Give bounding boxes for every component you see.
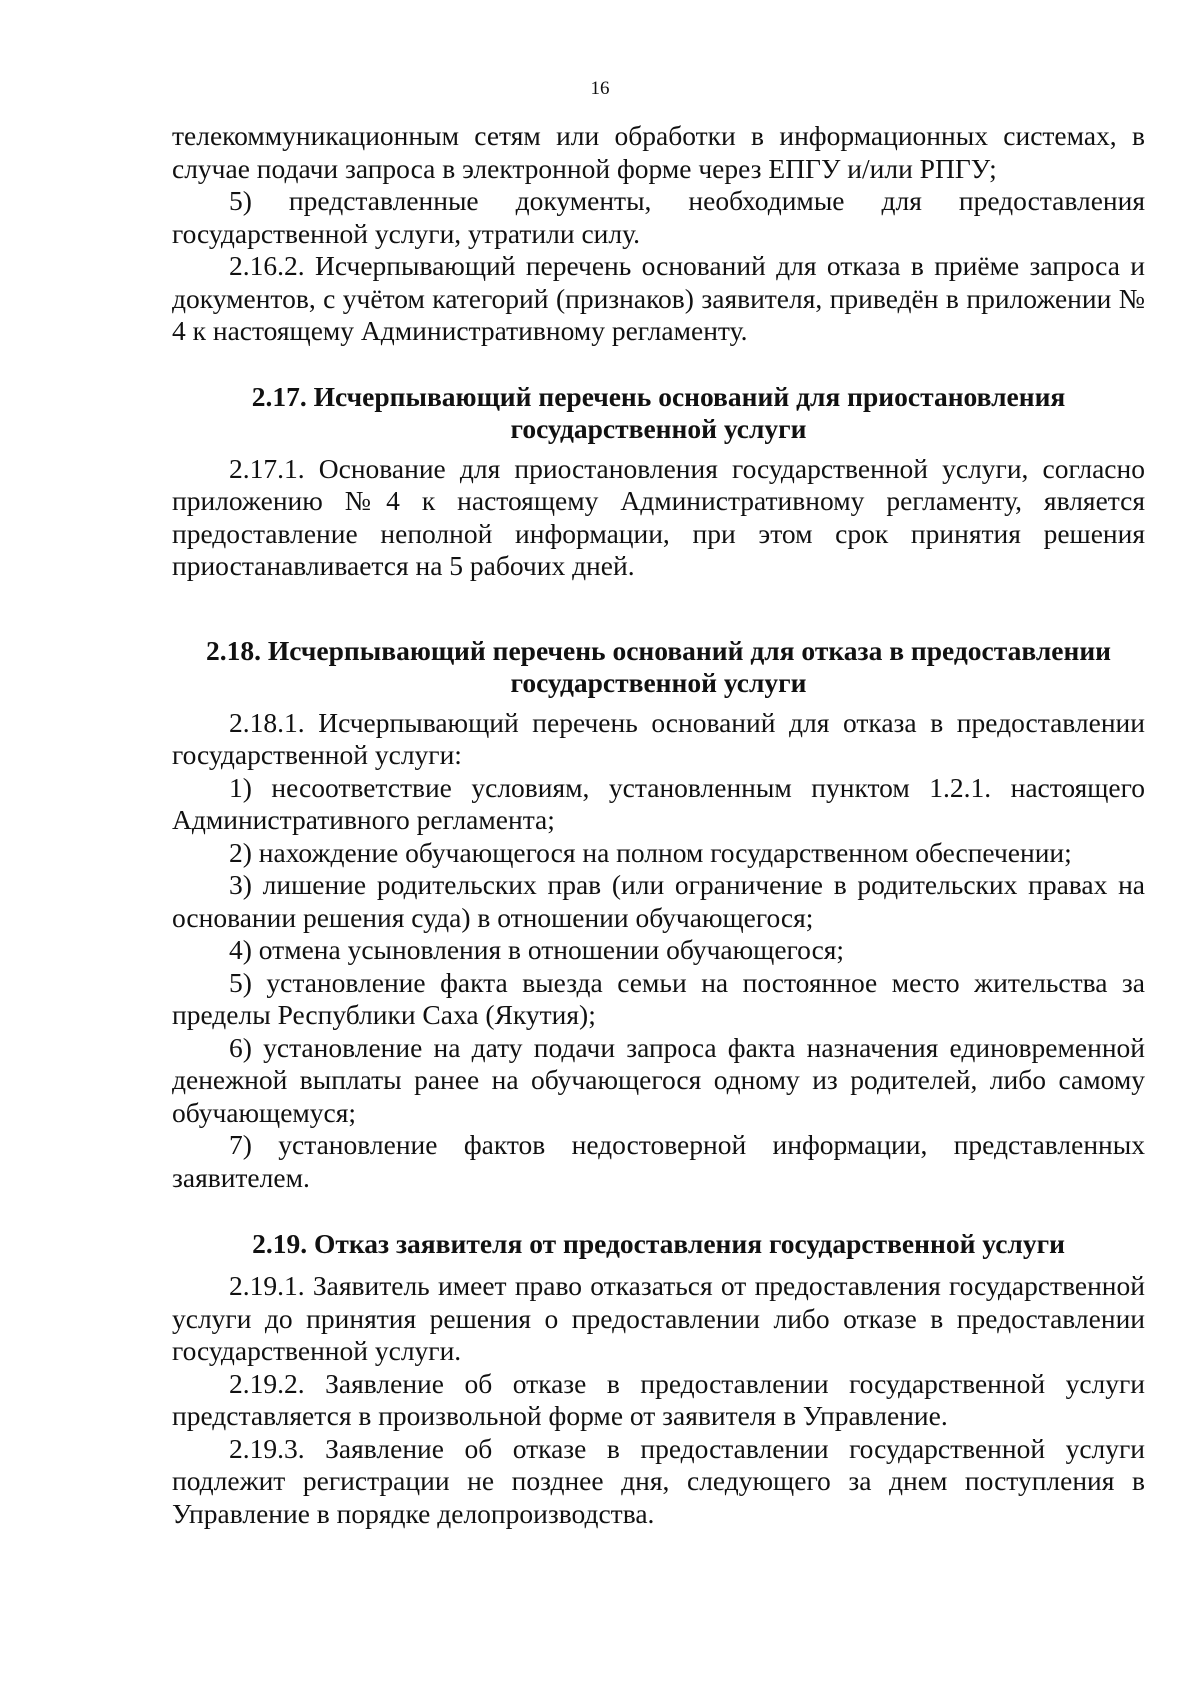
heading-line-1: 2.18. Исчерпывающий перечень оснований для отказа в предоставлении bbox=[205, 634, 1112, 666]
list-item: 2) нахождение обучающегося на полном государственном обеспечении; bbox=[229, 836, 1072, 868]
section-heading-2-17 bbox=[172, 381, 1145, 445]
section-heading-2-18 bbox=[172, 635, 1145, 699]
paragraph-2-19-2: 2.19.2. Заявление об отказе в предоставлении государственной услуги представляется в произвольной форме от заявителя в Управление. bbox=[172, 1367, 1145, 1431]
list-item: 5) установление факта выезда семьи на постоянное место жительства за пределы Республики Саха (Якутия); bbox=[172, 966, 1145, 1030]
paragraph-2-19-3: 2.19.3. Заявление об отказе в предоставлении государственной услуги подлежит регистрации не позднее дня, следующего за днем поступления в Управление в порядке делопроизводства. bbox=[172, 1432, 1145, 1529]
paragraph-continuation: телекоммуникационным сетям или обработки в информационных системах, в случае подачи запроса в электронной форме через ЕПГУ и/или РПГУ; bbox=[172, 120, 1145, 184]
paragraph-2-16-2: 2.16.2. Исчерпывающий перечень оснований для отказа в приёме запроса и документов, с учётом категорий (признаков) заявителя, приведён в приложении № 4 к настоящему Административному регламенту. bbox=[172, 250, 1145, 346]
list-item: 7) установление фактов недостоверной информации, представленных заявителем. bbox=[172, 1129, 1145, 1193]
section-heading-2-19: 2.19. Отказ заявителя от предоставления государственной услуги bbox=[252, 1228, 1065, 1259]
paragraph-2-19-1: 2.19.1. Заявитель имеет право отказаться от предоставления государственной услуги до принятия решения о предоставлении либо отказе в предоставлении государственной услуги. bbox=[172, 1270, 1145, 1366]
list-item: 6) установление на дату подачи запроса факта назначения единовременной денежной выплаты ранее на обучающегося одному из родителей, либо самому обучающемуся; bbox=[172, 1031, 1145, 1128]
list-item: 1) несоответствие условиям, установленным пунктом 1.2.1. настоящего Административного регламента; bbox=[172, 771, 1145, 835]
document-body bbox=[172, 120, 1145, 1530]
list-item: 3) лишение родительских прав (или ограничение в родительских правах на основании решения суда) в отношении обучающегося; bbox=[172, 869, 1145, 933]
paragraph-2-18-1: 2.18.1. Исчерпывающий перечень оснований для отказа в предоставлении государственной услуги: bbox=[172, 706, 1145, 770]
page-number: 16 bbox=[590, 78, 610, 99]
heading-line-2: государственной услуги bbox=[510, 666, 807, 698]
heading-line-2: государственной услуги bbox=[510, 412, 807, 444]
list-item: 4) отмена усыновления в отношении обучающегося; bbox=[229, 934, 845, 965]
heading-line-1: 2.17. Исчерпывающий перечень оснований для приостановления bbox=[251, 380, 1066, 412]
paragraph-2-17-1: 2.17.1. Основание для приостановления государственной услуги, согласно приложению №4 к настоящему Административному регламенту, является предоставление неполной информации, при этом срок принятия решения приостанавливается на 5 рабочих дней. bbox=[172, 452, 1145, 581]
paragraph-item-5: 5) представленные документы, необходимые для предоставления государственной услуги, утратили силу. bbox=[172, 185, 1145, 249]
